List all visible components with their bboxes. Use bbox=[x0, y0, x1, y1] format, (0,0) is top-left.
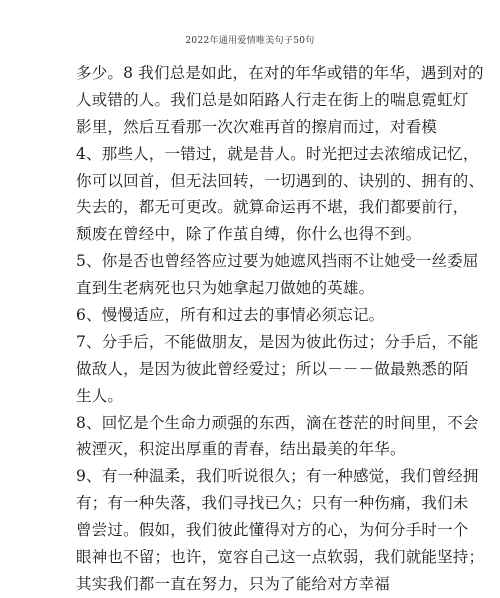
text-line: 曾尝过。假如，我们彼此懂得对方的心，为何分手时一个 bbox=[76, 521, 469, 540]
page-title: 2022年通用爱情唯美句子50句 bbox=[185, 36, 315, 46]
text-line: 其实我们都一直在努力，只为了能给对方幸福 bbox=[76, 574, 391, 593]
text-line: 8、回忆是个生命力顽强的东西，滴在苍茫的时间里，不会 bbox=[76, 413, 479, 432]
page-header bbox=[0, 33, 500, 46]
text-line: 多少。8 我们总是如此，在对的年华或错的年华，遇到对的 bbox=[76, 64, 484, 82]
text-line: 被湮灭，积淀出厚重的青春，结出最美的年华。 bbox=[76, 440, 406, 459]
text-line: 有；有一种失落，我们寻找已久；只有一种伤痛，我们未 bbox=[76, 494, 469, 513]
text-line: 6、慢慢适应，所有和过去的事情必须忘记。 bbox=[76, 306, 385, 325]
text-line: 7、分手后，不能做朋友，是因为彼此伤过；分手后，不能 bbox=[76, 332, 479, 351]
text-line: 眼神也不留；也许，宽容自己这一点软弱，我们就能坚持； bbox=[76, 548, 485, 567]
text-line: 生人。 bbox=[76, 386, 124, 405]
text-line: 做敌人，是因为彼此曾经爱过；所以－－－做最熟悉的陌 bbox=[76, 359, 469, 378]
text-line: 颓废在曾经中，除了作茧自缚，你什么也得不到。 bbox=[76, 225, 422, 244]
text-line: 直到生老病死也只为她拿起刀做她的英雄。 bbox=[76, 279, 375, 298]
text-line: 9、有一种温柔，我们听说很久；有一种感觉，我们曾经拥 bbox=[76, 467, 479, 486]
text-line: 影里，然后互看那一次次难再首的擦肩而过，对看模 bbox=[76, 117, 438, 136]
text-line: 失去的，都无可更改。就算命运再不堪，我们都要前行， bbox=[76, 198, 469, 217]
text-line: 4、那些人，一错过，就是昔人。时光把过去浓缩成记忆， bbox=[76, 144, 479, 163]
text-line: 5、你是否也曾经答应过要为她遮风挡雨不让她受一丝委屈 bbox=[76, 252, 479, 271]
document-body bbox=[76, 60, 485, 598]
text-line: 你可以回首，但无法回转，一切遇到的、诀别的、拥有的、 bbox=[76, 171, 485, 190]
text-line: 人或错的人。我们总是如陌路人行走在街上的喘息霓虹灯 bbox=[76, 90, 469, 109]
